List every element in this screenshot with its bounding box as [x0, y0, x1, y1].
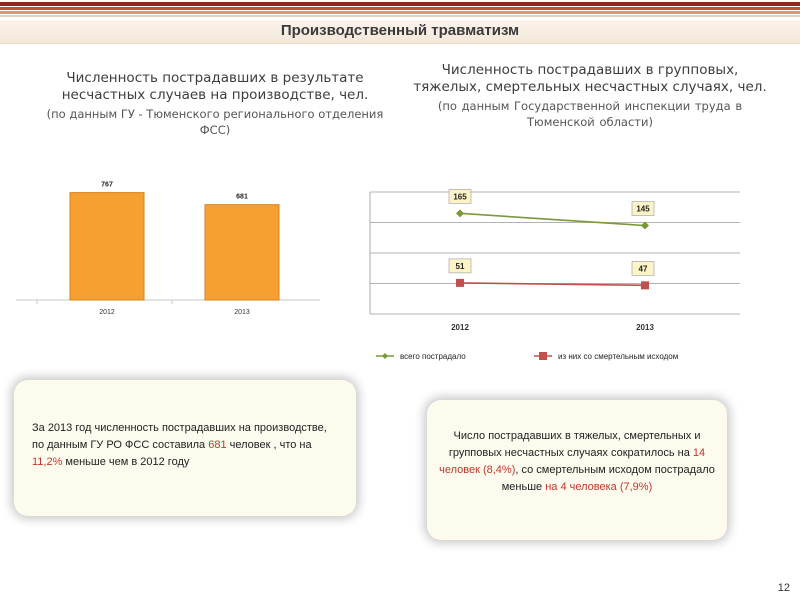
- page-number: 12: [777, 582, 790, 594]
- summary-right-text-1: Число пострадавших в тяжелых, смертельных и групповых несчастных случаях сократилось на: [448, 430, 701, 459]
- summary-left-text-1: За 2013 год численность пострадавших на производстве, по данным ГУ РО ФСС составила: [32, 422, 327, 451]
- summary-right-value-fatal: на 4 человека (7,9%): [545, 481, 653, 493]
- legend-label-0: всего пострадало: [400, 352, 466, 361]
- left-chart-title: Численность пострадавших в результате несчастных случаев на производстве, чел.: [61, 70, 369, 103]
- right-chart-title: Численность пострадавших в групповых, тяжелых, смертельных несчастных случаях, чел.: [413, 62, 767, 95]
- series-1-point-2013: [641, 281, 649, 289]
- line-category-label-2012: 2012: [451, 323, 469, 332]
- series-1-data-label-2013: 47: [638, 264, 648, 274]
- bar-2013: [205, 205, 279, 300]
- series-0-data-label-2013: 145: [636, 204, 650, 214]
- series-1-point-2012: [456, 279, 464, 287]
- legend-label-1: из них со смертельным исходом: [558, 352, 679, 361]
- page-title: Производственный травматизм: [280, 22, 520, 39]
- left-chart-heading: [40, 70, 390, 138]
- legend-marker-0: [382, 353, 388, 359]
- summary-left-text-2: человек , что на: [226, 439, 312, 451]
- series-1-data-label-2012: 51: [455, 261, 465, 271]
- summary-left-value-681: 681: [208, 439, 227, 451]
- series-line-0: [460, 213, 645, 225]
- bar-category-label-2013: 2013: [234, 309, 250, 316]
- series-0-data-label-2012: 165: [453, 192, 467, 202]
- summary-left-text-3: меньше чем в 2012 году: [62, 456, 190, 468]
- bar-data-label-2013: 681: [236, 193, 248, 201]
- header-stripes: [0, 0, 800, 20]
- bar-2012: [70, 193, 144, 300]
- series-0-point-2012: [456, 209, 464, 217]
- right-chart-source: (по данным Государственной инспекции труда в Тюменской области): [437, 99, 743, 129]
- summary-left-value-percent: 11,2%: [32, 456, 63, 468]
- legend-marker-1: [539, 352, 547, 360]
- summary-box-right: [427, 400, 727, 540]
- bar-category-label-2012: 2012: [99, 309, 115, 316]
- injured-bar-chart: [16, 181, 320, 320]
- bar-data-label-2012: 767: [101, 181, 113, 189]
- severe-cases-line-chart: [352, 182, 742, 372]
- summary-box-left: [14, 380, 356, 516]
- left-chart-source: (по данным ГУ - Тюменского регионального отделения ФСС): [46, 107, 384, 137]
- right-chart-heading: [410, 62, 770, 130]
- summary-right-value-total: 14 человек (8,4%): [439, 447, 706, 476]
- summary-right-text-2: , со смертельным исходом пострадало меньше: [501, 464, 715, 493]
- line-category-label-2013: 2013: [636, 323, 654, 332]
